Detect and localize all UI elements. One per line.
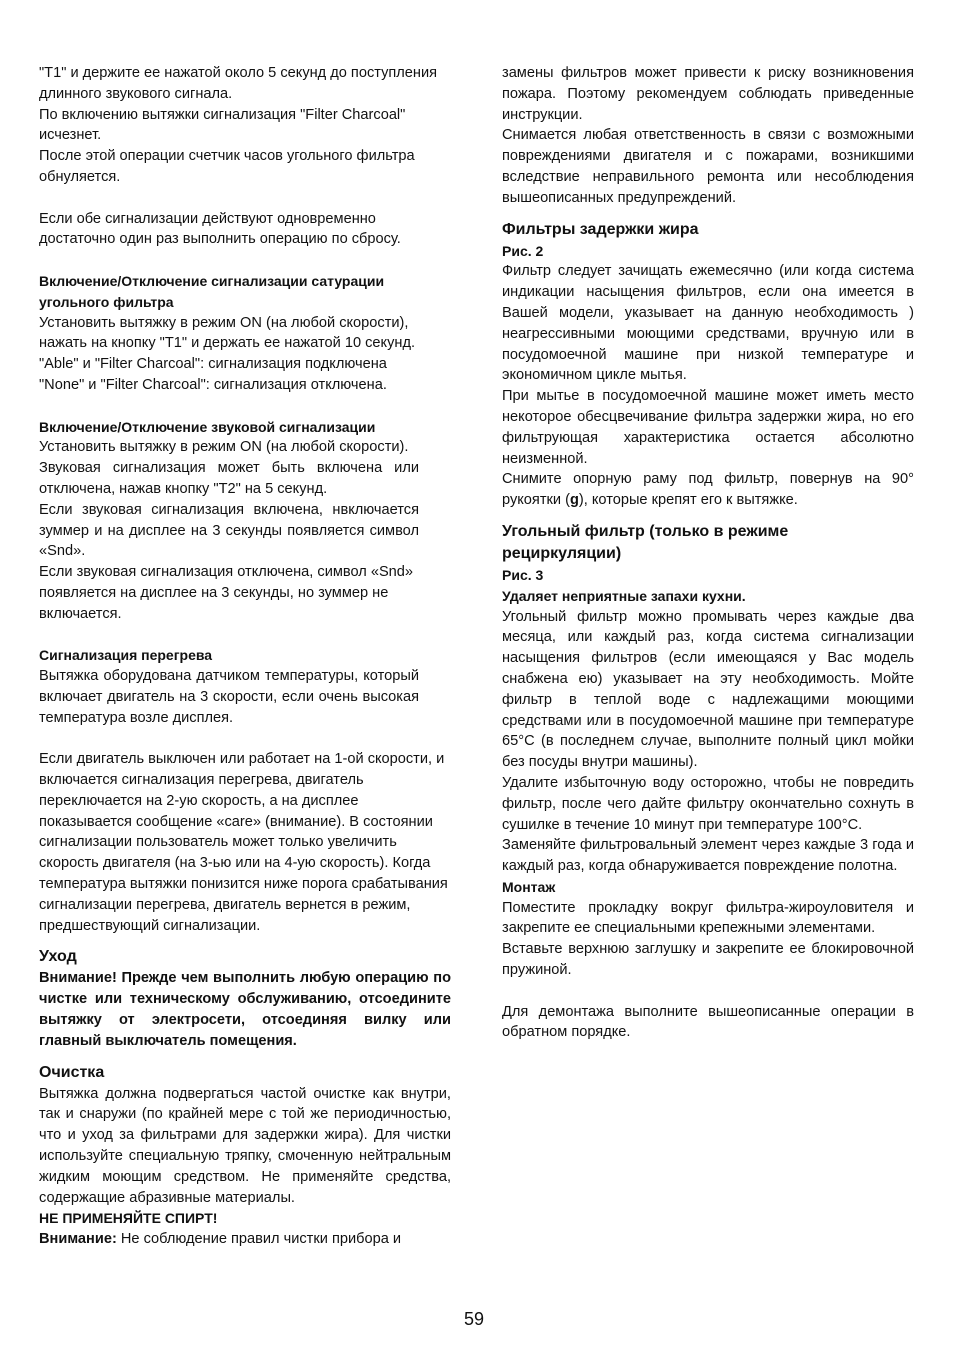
saturation-line-2: "Able" и "Filter Charcoal": сигнализация подключена xyxy=(39,356,387,373)
mounting-title: Монтаж xyxy=(502,878,556,895)
page-number: 59 xyxy=(464,1309,485,1329)
charcoal-filter-title: Угольный фильтр (только в режиме рециркуляции) xyxy=(502,522,789,562)
overheat-paragraph-2: Если двигатель выключен или работает на 1-ой скорости, и включается сигнализация перегрева, двигатель переключается на 2-ую скорость, а на дисплее показывается сообщение «care» (внимание). В состоянии сигнализации пользователь может только увеличить скорость двигателя (на 3-ью или на 4-ую скорость). Когда температура вытяжки понизится ниже порога срабатывания сигнализации перегрева, двигатель вернется в режим, предшествующий сигнализации. xyxy=(39,751,448,934)
grease-p3-start: Снимите опорную раму под фильтр, повернув на 90° рукоятки ( xyxy=(502,471,914,509)
saturation-line-3: "None" и "Filter Charcoal": сигнализация отключена. xyxy=(39,376,387,393)
charcoal-filter-figure-ref: Рис. 3 xyxy=(502,566,544,583)
saturation-title: Включение/Отключение сигнализации сатурации угольного фильтра xyxy=(39,272,385,310)
charcoal-filter-paragraph-2: Удалите избыточную воду осторожно, чтобы не повредить фильтр, после чего дайте фильтру окончательно сохнуть в сушилке в течение 10 минут при температуре 100°C. xyxy=(502,774,914,833)
care-title: Уход xyxy=(39,948,77,966)
charcoal-filter-subtitle: Удаляет неприятные запахи кухни. xyxy=(502,587,746,604)
intro-line-3: После этой операции счетчик часов угольного фильтра обнуляется. xyxy=(39,148,415,185)
sound-paragraph-3: Если звуковая сигнализация включена, нвключается зуммер и на дисплее на 3 секунды появляется символ «Snd». xyxy=(39,501,419,560)
mounting-paragraph-2: Вставьте верхнюю заглушку и закрепите ее блокировочной пружиной. xyxy=(502,941,914,979)
care-warning: Внимание! Прежде чем выполнить любую операцию по чистке или техническому обслуживанию, отсоедините вытяжку от электросети, отсоединяя вилку или главный выключатель помещения. xyxy=(39,970,451,1049)
grease-filter-paragraph-3 xyxy=(502,469,914,511)
sound-paragraph-2: Звуковая сигнализация может быть включена или отключена, нажав кнопку "T2" на 5 секунд. xyxy=(39,460,419,497)
mounting-paragraph-3: Для демонтажа выполните вышеописанные операции в обратном порядке. xyxy=(502,1003,914,1041)
sound-paragraph-1: Установить вытяжку в режим ON (на любой скорости). xyxy=(39,439,409,456)
grease-filter-title: Фильтры задержки жира xyxy=(502,220,699,238)
left-column xyxy=(39,63,451,1250)
saturation-line-1: Установить вытяжку в режим ON (на любой скорости), нажать на кнопку "T1" и держать ее нажатой 10 секунд. xyxy=(39,314,416,352)
attention-label: Внимание: xyxy=(39,1231,117,1248)
grease-filter-paragraph-1: Фильтр следует зачищать ежемесячно (или когда система индикации насыщения фильтров, если она имеется в Вашей модели, указывает на данную необходимость ) неагрессивными моющими средствами, вручную или в посудомоечной машине при низкой температуре и экономичном цикле мытья. xyxy=(502,263,914,384)
right-column xyxy=(502,63,914,1043)
sound-title: Включение/Отключение звуковой сигнализации xyxy=(39,418,376,435)
sound-paragraph-4: Если звуковая сигнализация отключена, символ «Snd» появляется на дисплее на 3 секунды, но зуммер не включается. xyxy=(39,564,414,622)
grease-filter-paragraph-2: При мытье в посудомоечной машине может иметь место некоторое обесцвечивание фильтра задержки жира, но его фильтрующая характеристика остается абсолютно неизменной. xyxy=(502,388,914,467)
intro-line-1: "T1" и держите ее нажатой около 5 секунд до поступления длинного звукового сигнала. xyxy=(39,65,438,102)
mounting-paragraph-1: Поместите прокладку вокруг фильтра-жироуловителя и закрепите ее специальными крепежными элементами. xyxy=(502,899,914,937)
both-alarms-paragraph: Если обе сигнализации действуют одновременно достаточно один раз выполнить операцию по сбросу. xyxy=(39,210,401,248)
charcoal-filter-paragraph-3: Заменяйте фильтровальный элемент через каждые 3 года и каждый раз, когда обнаруживается повреждение полотна. xyxy=(502,837,914,875)
overheat-paragraph-1: Вытяжка оборудована датчиком температуры, который включает двигатель на 3 скорости, если очень высокая температура возле дисплея. xyxy=(39,668,419,726)
grease-p3-handle-letter: g xyxy=(569,492,579,509)
cleaning-title: Очистка xyxy=(39,1063,105,1081)
grease-filter-figure-ref: Рис. 2 xyxy=(502,242,544,259)
cleaning-paragraph: Вытяжка должна подвергаться частой очистке как внутри, так и снаружи (по крайней мере с той же периодичностью, что и уход за фильтрами для задержки жира). Для чистки используйте специальную тряпку, смоченную нейтральным жидким моющим средством. Не применяйте средства, содержащие абразивные материалы. xyxy=(39,1085,451,1206)
grease-p3-end: ), которые крепят его к вытяжке. xyxy=(578,492,798,509)
continuation-paragraph-1: замены фильтров может привести к риску возникновения пожара. Поэтому рекомендуем соблюдать приведенные инструкции. xyxy=(502,65,914,123)
cleaning-attention xyxy=(39,1229,451,1250)
intro-line-2: По включению вытяжки сигнализация "Filter Charcoal" исчезнет. xyxy=(39,106,406,144)
attention-text: Не соблюдение правил чистки прибора и xyxy=(116,1231,402,1248)
no-alcohol-warning: НЕ ПРИМЕНЯЙТЕ СПИРТ! xyxy=(39,1210,218,1227)
overheat-title: Сигнализация перегрева xyxy=(39,647,213,664)
charcoal-filter-paragraph-1: Угольный фильтр можно промывать через каждые два месяца, или каждый раз, когда система сигнализации насыщения фильтров (если имеющаяся у Вас модель снабжена ею) указывает на эту необходимость. Мойте фильтр в теплой воде с надлежащими моющими средствами или в посудомоечной машине при температуре 65°C (в последнем случае, выполните полный цикл мойки без посуды внутри машины). xyxy=(502,608,914,771)
continuation-paragraph-2: Снимается любая ответственность в связи с возможными повреждениями двигателя и с пожарами, возникшими вследствие неправильного ремонта или несоблюдения вышеописанных предупреждений. xyxy=(502,127,914,206)
